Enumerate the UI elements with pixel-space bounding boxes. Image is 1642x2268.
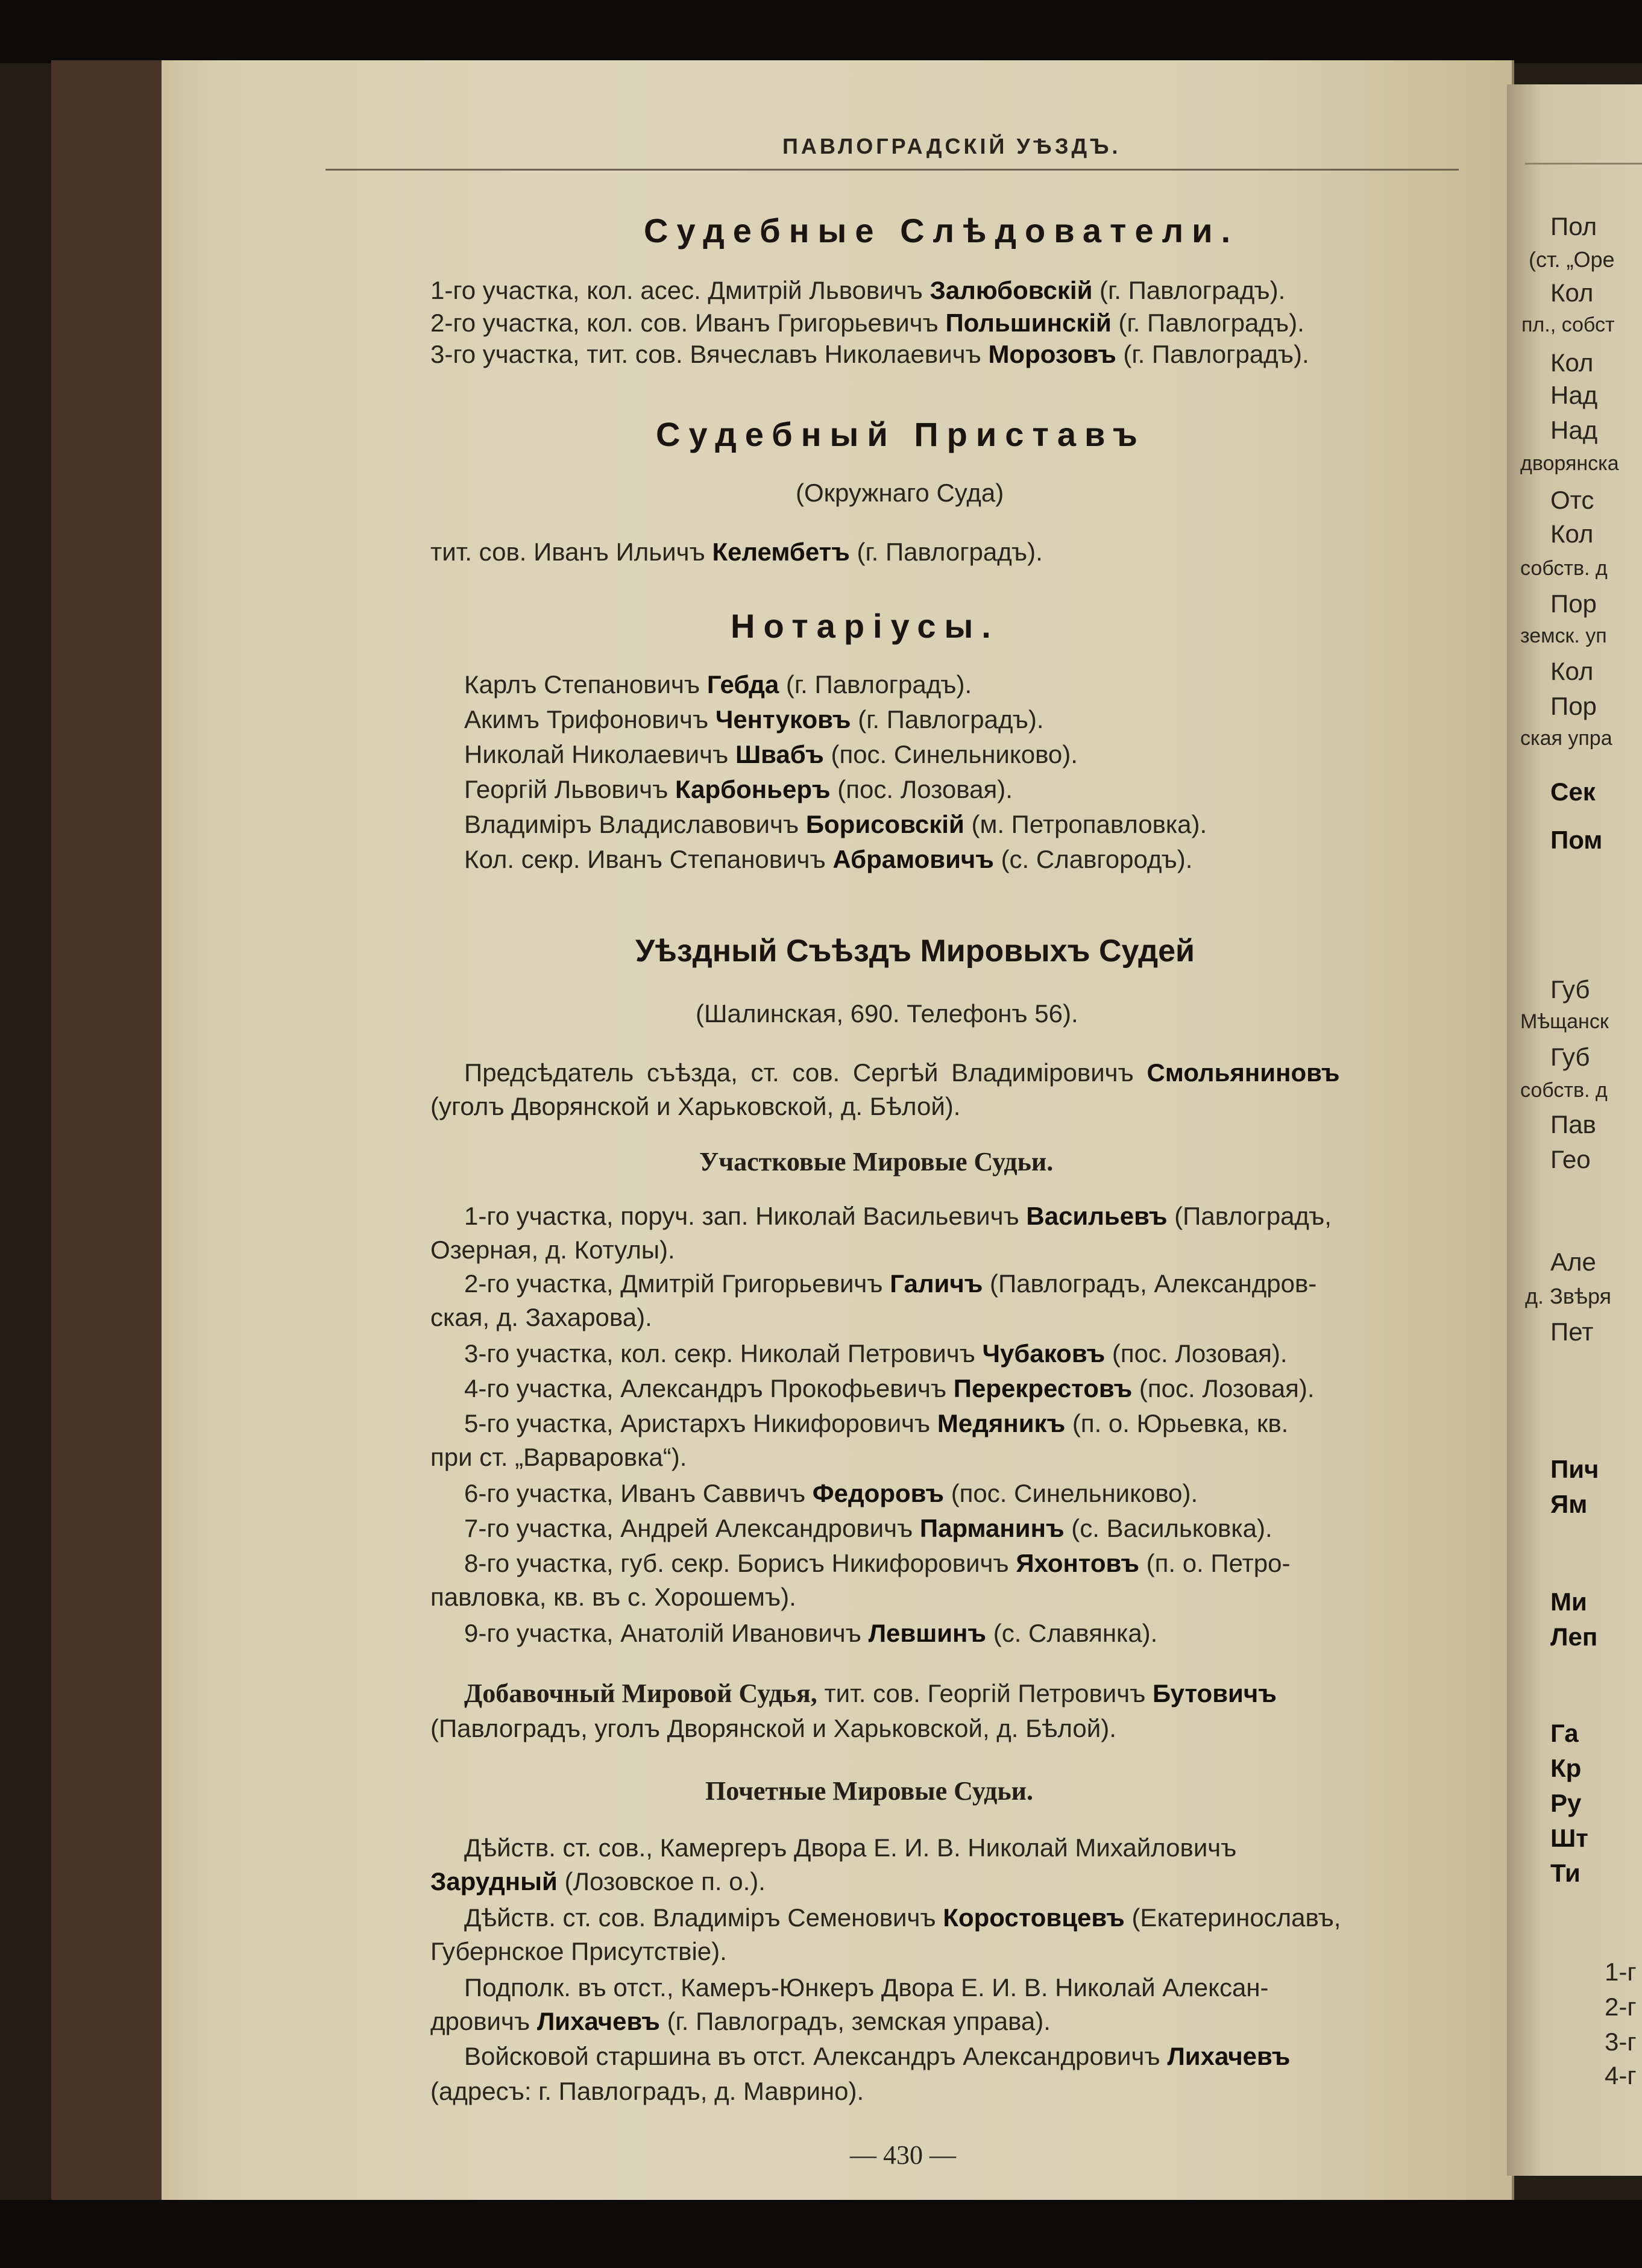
notary-row-4: Георгій Львовичъ Карбоньеръ (пос. Лозовая). [464,775,1013,803]
honorary-row-4: Войсковой старшина въ отст. Александръ Александровичъ Лихачевъ [464,2042,1291,2070]
running-head: ПАВЛОГРАДСКІЙ УѢЗДЪ. [782,134,1121,159]
honorary-row-3-cont: дровичъ Лихачевъ (г. Павлоградъ, земская управа). [430,2007,1051,2035]
right-fragment: Пич [1550,1455,1599,1483]
additional-judge-line-1: Добавочный Мировой Судья, тит. сов. Георгій Петровичъ Бутовичъ [464,1679,1277,1708]
honorary-row-4-cont: (адресъ: г. Павлоградъ, д. Маврино). [430,2077,864,2105]
honorary-judges-title: Почетные Мировые Судьи. [705,1776,1033,1806]
chairman-line-2: (уголъ Дворянской и Харьковской, д. Бѣлой). [430,1092,961,1120]
bailiff-row: тит. сов. Иванъ Ильичъ Келембетъ (г. Павлоградъ). [430,538,1043,566]
honorary-row-3: Подполк. въ отст., Камеръ-Юнкеръ Двора Е. И. В. Николай Алексан- [464,1973,1269,2002]
right-fragment: Га [1550,1719,1579,1747]
honorary-row-2: Дѣйств. ст. сов. Владиміръ Семеновичъ Коростовцевъ (Екатеринославъ, [464,1903,1341,1932]
right-fragment: Ти [1550,1859,1581,1887]
right-fragment: Над [1550,416,1598,444]
page-number: — 430 — [850,2140,956,2170]
section-title-notaries: Нотаріусы. [731,607,999,645]
right-fragment: Але [1550,1248,1596,1276]
right-fragment: Пом [1550,826,1603,854]
judge-row-6: 6-го участка, Иванъ Саввичъ Федоровъ (пос. Синельниково). [464,1479,1198,1507]
honorary-row-1: Дѣйств. ст. сов., Камергеръ Двора Е. И. В. Николай Михайловичъ [464,1833,1237,1862]
right-fragment: собств. д [1520,1079,1608,1102]
section-title-congress: Уѣздный Съѣздъ Мировыхъ Судей [635,934,1195,969]
congress-address: (Шалинская, 690. Телефонъ 56). [696,999,1078,1028]
notary-row-5: Владиміръ Владиславовичъ Борисовскій (м. Петропавловка). [464,810,1207,838]
right-fragment: Губ [1550,1043,1590,1071]
judge-row-2-cont: ская, д. Захарова). [430,1303,652,1331]
investigator-row-1: 1-го участка, кол. асес. Дмитрій Львовичъ Залюбовскій (г. Павлоградъ). [430,276,1286,304]
right-fragment: 2-г [1605,1993,1637,2021]
right-fragment: Пор [1550,692,1597,720]
judge-row-9: 9-го участка, Анатолій Ивановичъ Левшинъ (с. Славянка). [464,1619,1158,1647]
district-judges-title: Участковые Мировые Судьи. [699,1147,1054,1176]
judge-row-3: 3-го участка, кол. секр. Николай Петровичъ Чубаковъ (пос. Лозовая). [464,1339,1288,1368]
judge-row-1-cont: Озерная, д. Котулы). [430,1236,675,1264]
right-fragment: Пор [1550,589,1597,618]
notary-row-3: Николай Николаевичъ Швабъ (пос. Синельниково). [464,740,1078,768]
judge-row-5: 5-го участка, Аристархъ Никифоровичъ Медяникъ (п. о. Юрьевка, кв. [464,1409,1289,1437]
right-fragment: Кол [1550,657,1594,685]
right-fragment: Кол [1550,278,1594,307]
judge-row-5-cont: при ст. „Варваровка“). [430,1443,687,1471]
right-fragment: Мѣщанск [1520,1010,1609,1033]
right-fragment: Над [1550,381,1598,409]
right-fragment: пл., собст [1521,313,1615,336]
right-fragment: ская упра [1520,727,1612,750]
notary-row-1: Карлъ Степановичъ Гебда (г. Павлоградъ). [464,670,972,699]
honorary-row-1-cont: Зарудный (Лозовское п. о.). [430,1867,766,1896]
notary-row-6: Кол. секр. Иванъ Степановичъ Абрамовичъ (с. Славгородъ). [464,845,1193,873]
header-rule [326,169,1459,171]
right-fragment: (ст. „Оре [1529,247,1615,272]
right-fragment: 4-г [1605,2061,1637,2090]
right-fragment: Пет [1550,1318,1594,1346]
investigator-row-3: 3-го участка, тит. сов. Вячеславъ Николаевичъ Морозовъ (г. Павлоградъ). [430,340,1309,368]
judge-row-4: 4-го участка, Александръ Прокофьевичъ Перекрестовъ (пос. Лозовая). [464,1374,1315,1403]
right-fragment: собств. д [1520,557,1608,580]
right-fragment: Ру [1550,1789,1582,1817]
right-fragment: Губ [1550,975,1590,1004]
judge-row-8-cont: павловка, кв. въ с. Хорошемъ). [430,1583,796,1611]
judge-row-7: 7-го участка, Андрей Александровичъ Парманинъ (с. Васильковка). [464,1514,1272,1542]
right-fragment: Кол [1550,348,1594,377]
right-fragment: д. Звѣря [1525,1284,1612,1308]
judge-row-1: 1-го участка, поруч. зап. Николай Васильевичъ Васильевъ (Павлоградъ, [464,1202,1332,1230]
right-fragment: Гео [1550,1145,1591,1173]
right-fragment: 1-г [1605,1958,1637,1986]
right-fragment: Пол [1550,212,1597,240]
right-fragment: Шт [1550,1824,1588,1852]
right-fragment: Пав [1550,1110,1596,1139]
judge-row-2: 2-го участка, Дмитрій Григорьевичъ Галичъ (Павлоградъ, Александров- [464,1269,1317,1298]
right-fragment: Ми [1550,1588,1587,1616]
right-fragment: дворянска [1520,452,1619,475]
honorary-row-2-cont: Губернское Присутствіе). [430,1937,727,1965]
right-fragment: Кол [1550,520,1594,548]
chairman-line-1: Предсѣдатель съѣзда, ст. сов. Сергѣй Владиміровичъ Смольяниновъ [464,1058,1340,1087]
right-fragment: земск. уп [1520,624,1607,647]
right-fragment: Ям [1550,1490,1588,1518]
judge-row-8: 8-го участка, губ. секр. Борисъ Никифоровичъ Яхонтовъ (п. о. Петро- [464,1549,1291,1577]
right-fragment: Сек [1550,777,1596,806]
right-fragment: Отс [1550,486,1594,514]
bailiff-court: (Окружнаго Суда) [796,479,1004,507]
notary-row-2: Акимъ Трифоновичъ Чентуковъ (г. Павлоградъ). [464,705,1044,733]
right-fragment: Леп [1550,1622,1598,1651]
right-fragment: 3-г [1605,2028,1637,2056]
investigator-row-2: 2-го участка, кол. сов. Иванъ Григорьевичъ Польшинскій (г. Павлоградъ). [430,309,1304,337]
additional-judge-line-2: (Павлоградъ, уголъ Дворянской и Харьковской, д. Бѣлой). [430,1714,1116,1742]
right-fragment: Кр [1550,1754,1582,1782]
section-title-bailiff: Судебный Приставъ [656,415,1146,453]
section-title-investigators: Судебные Слѣдователи. [644,212,1239,250]
